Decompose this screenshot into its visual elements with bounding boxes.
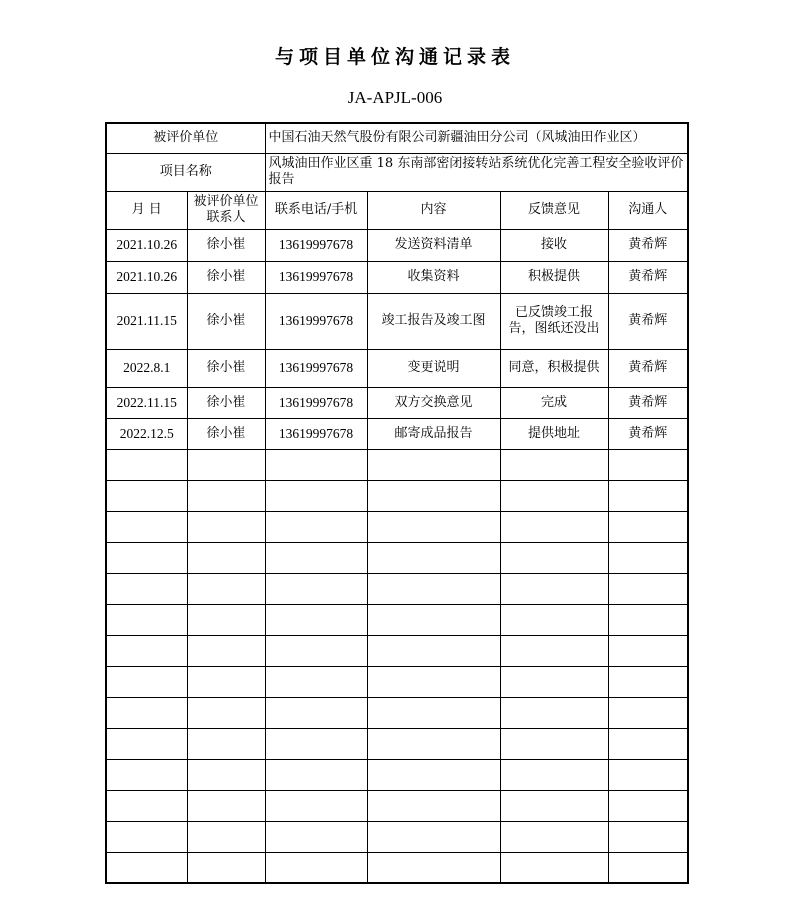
empty-row [106,480,688,511]
table-row [106,387,688,418]
col-header-feedback: 反馈意见 [500,191,608,229]
cell-communicator: 黄希辉 [608,387,688,418]
cell-content: 变更说明 [367,349,500,387]
cell-content: 发送资料清单 [367,229,500,261]
cell-content: 竣工报告及竣工图 [367,293,500,349]
unit-row [106,123,688,153]
empty-row [106,542,688,573]
empty-row [106,635,688,666]
col-header-phone: 联系电话/手机 [265,191,367,229]
cell-feedback: 同意，积极提供 [500,349,608,387]
cell-date: 2022.8.1 [106,349,187,387]
cell-contact: 徐小崔 [187,349,265,387]
empty-row [106,821,688,852]
cell-communicator: 黄希辉 [608,261,688,293]
cell-date: 2021.10.26 [106,261,187,293]
cell-phone: 13619997678 [265,293,367,349]
cell-communicator: 黄希辉 [608,293,688,349]
table-row [106,349,688,387]
document-code: JA-APJL-006 [347,88,443,107]
cell-phone: 13619997678 [265,418,367,449]
cell-contact: 徐小崔 [187,229,265,261]
cell-contact: 徐小崔 [187,293,265,349]
cell-date: 2022.11.15 [106,387,187,418]
table-row [106,418,688,449]
cell-feedback: 已反馈竣工报告，图纸还没出 [500,293,608,349]
empty-row [106,666,688,697]
cell-contact: 徐小崔 [187,418,265,449]
cell-communicator: 黄希辉 [608,229,688,261]
cell-date: 2021.10.26 [106,229,187,261]
project-label: 项目名称 [106,153,265,191]
header-row [106,191,688,229]
col-header-communicator: 沟通人 [608,191,688,229]
empty-row [106,790,688,821]
cell-phone: 13619997678 [265,387,367,418]
cell-feedback: 积极提供 [500,261,608,293]
table-row [106,261,688,293]
cell-communicator: 黄希辉 [608,418,688,449]
cell-contact: 徐小崔 [187,261,265,293]
cell-feedback: 接收 [500,229,608,261]
cell-phone: 13619997678 [265,349,367,387]
col-header-date: 月 日 [106,191,187,229]
unit-label: 被评价单位 [106,123,265,153]
empty-row [106,852,688,883]
cell-feedback: 完成 [500,387,608,418]
project-row [106,153,688,191]
cell-phone: 13619997678 [265,229,367,261]
cell-communicator: 黄希辉 [608,349,688,387]
empty-row [106,511,688,542]
cell-date: 2021.11.15 [106,293,187,349]
cell-contact: 徐小崔 [187,387,265,418]
empty-row [106,728,688,759]
empty-row [106,573,688,604]
col-header-contact: 被评价单位联系人 [187,191,265,229]
cell-content: 邮寄成品报告 [367,418,500,449]
table-row [106,293,688,349]
cell-feedback: 提供地址 [500,418,608,449]
document-title: 与项目单位沟通记录表 [274,46,515,68]
empty-row [106,697,688,728]
empty-row [106,449,688,480]
project-value: 风城油田作业区重 18 东南部密闭接转站系统优化完善工程安全验收评价报告 [265,153,688,191]
communication-record-table [105,122,689,884]
empty-row [106,759,688,790]
cell-content: 双方交换意见 [367,387,500,418]
cell-content: 收集资料 [367,261,500,293]
cell-date: 2022.12.5 [106,418,187,449]
col-header-content: 内容 [367,191,500,229]
cell-phone: 13619997678 [265,261,367,293]
unit-value: 中国石油天然气股份有限公司新疆油田分公司（风城油田作业区） [265,123,688,153]
table-row [106,229,688,261]
empty-row [106,604,688,635]
